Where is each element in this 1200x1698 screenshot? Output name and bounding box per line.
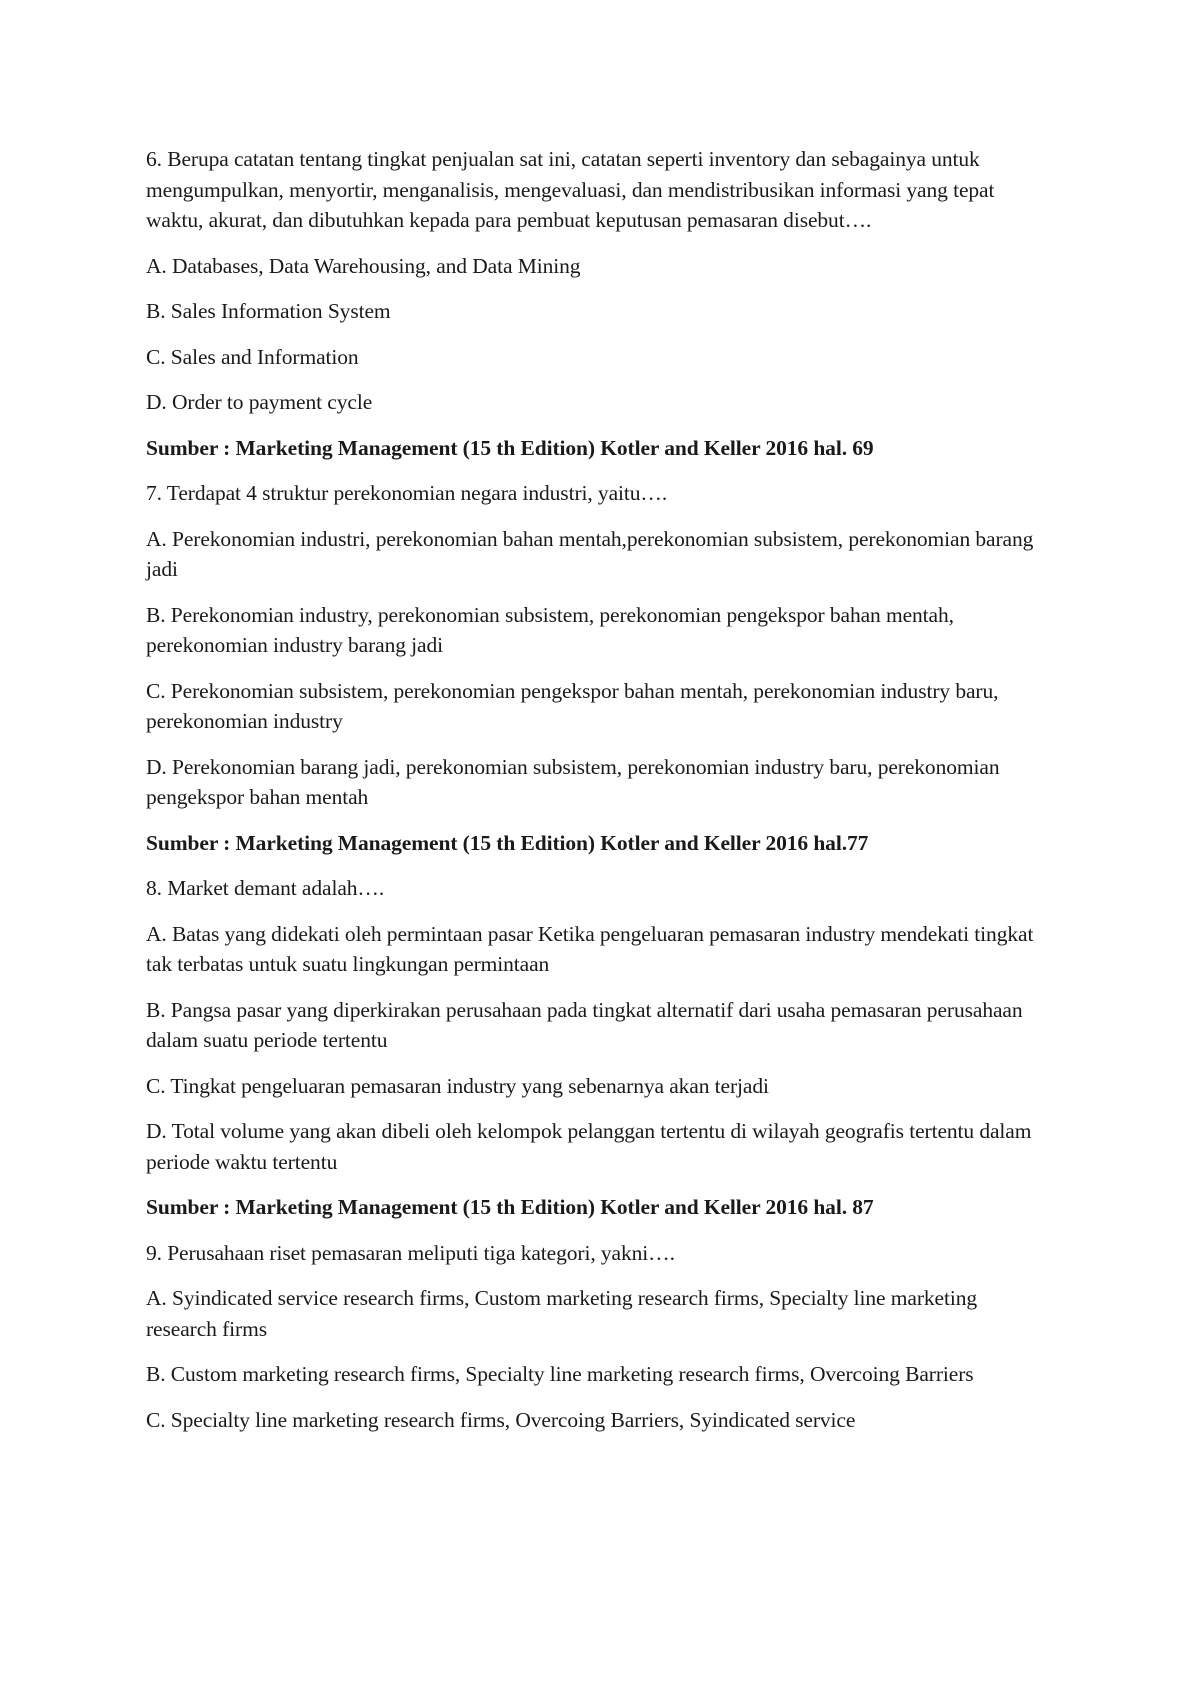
question-6 <box>146 144 1046 463</box>
answer-option-d: D. Total volume yang akan dibeli oleh kelompok pelanggan tertentu di wilayah geografis tertentu dalam periode waktu tertentu <box>146 1119 1032 1174</box>
answer-option-a: A. Perekonomian industri, perekonomian bahan mentah,perekonomian subsistem, perekonomian barang jadi <box>146 526 1034 581</box>
answer-option-a: A. Syindicated service research firms, Custom marketing research firms, Specialty line marketing research firms <box>146 1286 978 1341</box>
source-reference: Sumber : Marketing Management (15 th Edition) Kotler and Keller 2016 hal. 69 <box>146 435 874 460</box>
question-text: 9. Perusahaan riset pemasaran meliputi tiga kategori, yakni…. <box>146 1240 675 1265</box>
question-text: 7. Terdapat 4 struktur perekonomian negara industri, yaitu…. <box>146 481 668 505</box>
source-reference: Sumber : Marketing Management (15 th Edition) Kotler and Keller 2016 hal.77 <box>146 830 869 855</box>
source-reference: Sumber : Marketing Management (15 th Edition) Kotler and Keller 2016 hal. 87 <box>146 1195 874 1219</box>
answer-option-a: A. Batas yang didekati oleh permintaan pasar Ketika pengeluaran pemasaran industry mendekati tingkat tak terbatas untuk suatu lingkungan permintaan <box>146 921 1034 976</box>
document-page <box>146 144 1046 1450</box>
answer-option-a: A. Databases, Data Warehousing, and Data Mining <box>146 253 581 278</box>
question-text: 8. Market demant adalah…. <box>146 876 385 900</box>
answer-option-d: D. Order to payment cycle <box>146 390 373 414</box>
question-7 <box>146 478 1046 858</box>
answer-option-b: B. Pangsa pasar yang diperkirakan perusahaan pada tingkat alternatif dari usaha pemasaran perusahaan dalam suatu periode tertentu <box>146 997 1023 1052</box>
answer-option-b: B. Perekonomian industry, perekonomian subsistem, perekonomian pengekspor bahan mentah, perekonomian industry barang jadi <box>146 602 954 657</box>
answer-option-c: C. Specialty line marketing research firms, Overcoing Barriers, Syindicated service <box>146 1407 856 1432</box>
question-8 <box>146 873 1046 1223</box>
answer-option-c: C. Perekonomian subsistem, perekonomian pengekspor bahan mentah, perekonomian industry baru, perekonomian industry <box>146 678 999 733</box>
question-text: 6. Berupa catatan tentang tingkat penjualan sat ini, catatan seperti inventory dan sebagainya untuk mengumpulkan, menyortir, menganalisis, mengevaluasi, dan mendistribusikan informasi yang tepat waktu, akurat, dan dibutuhkan kepada para pembuat keputusan pemasaran disebut…. <box>146 147 995 232</box>
answer-option-c: C. Sales and Information <box>146 344 359 369</box>
answer-option-d: D. Perekonomian barang jadi, perekonomian subsistem, perekonomian industry baru, perekonomian pengekspor bahan mentah <box>146 754 1000 809</box>
answer-option-c: C. Tingkat pengeluaran pemasaran industry yang sebenarnya akan terjadi <box>146 1073 769 1098</box>
answer-option-b: B. Custom marketing research firms, Specialty line marketing research firms, Overcoing Barriers <box>146 1362 974 1386</box>
answer-option-b: B. Sales Information System <box>146 299 391 323</box>
question-9 <box>146 1238 1046 1436</box>
